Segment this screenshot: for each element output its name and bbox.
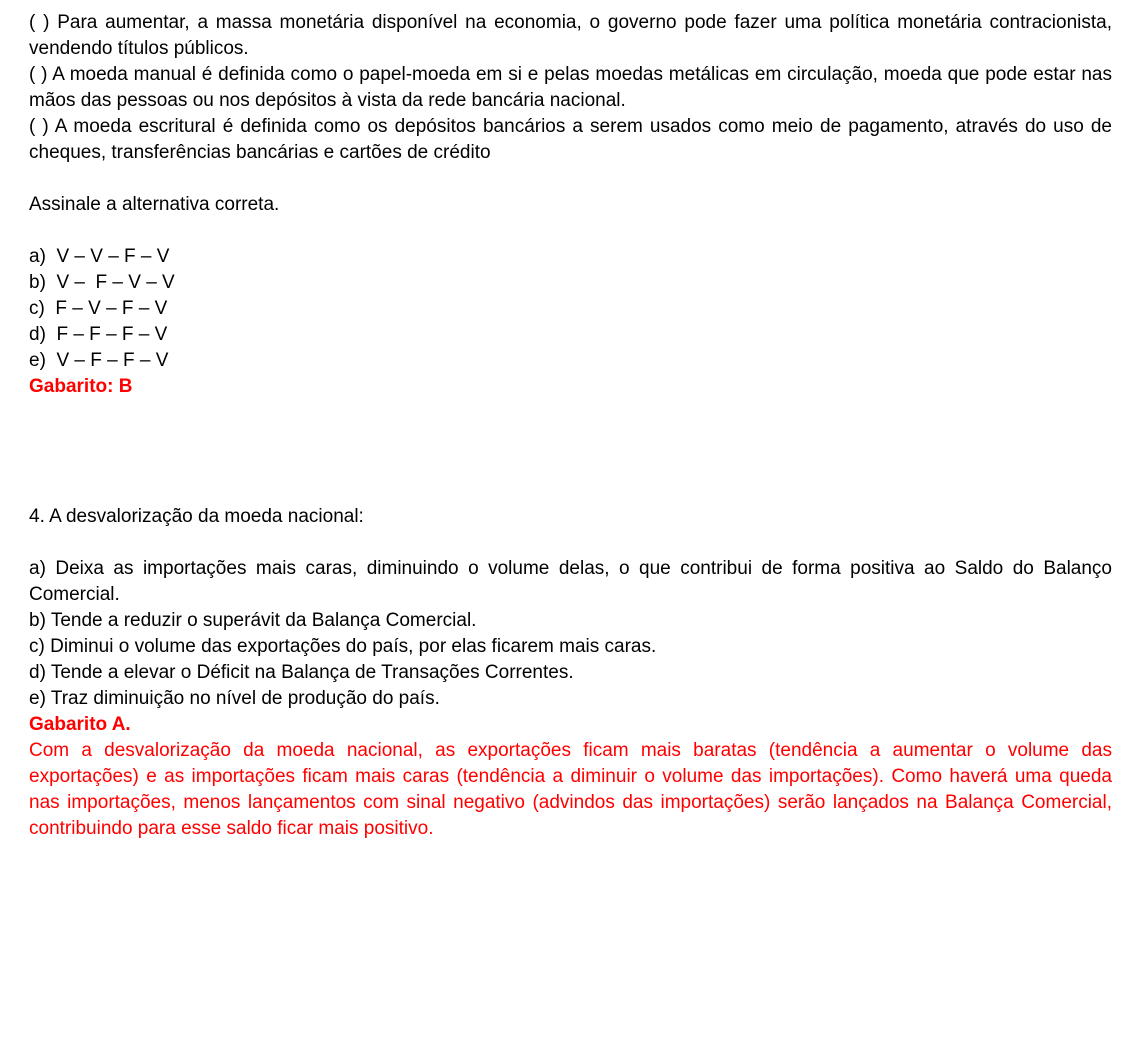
q4-option-d: d) Tende a elevar o Déficit na Balança de Transações Correntes. bbox=[29, 662, 574, 683]
q3-instruction: Assinale a alternativa correta. bbox=[29, 194, 280, 215]
q4-question: 4. A desvalorização da moeda nacional: bbox=[29, 506, 364, 527]
document-page bbox=[29, 10, 1112, 842]
q3-option-c: c) F – V – F – V bbox=[29, 298, 168, 319]
q4-option-b: b) Tende a reduzir o superávit da Balança Comercial. bbox=[29, 610, 477, 631]
q4-option-e: e) Traz diminuição no nível de produção do país. bbox=[29, 688, 440, 709]
statement-2: ( ) A moeda manual é definida como o papel-moeda em si e pelas moedas metálicas em circulação, moeda que pode estar nas mãos das pessoas ou nos depósitos à vista da rede bancária nacional. bbox=[29, 64, 1112, 111]
q4-explanation: Com a desvalorização da moeda nacional, as exportações ficam mais baratas (tendência a aumentar o volume das exportações) e as importações ficam mais caras (tendência a diminuir o volume das importações). Como haverá uma queda nas importações, menos lançamentos com sinal negativo (advindos das importações) serão lançados na Balança Comercial, contribuindo para esse saldo ficar mais positivo. bbox=[29, 740, 1112, 839]
q3-option-b: b) V – F – V – V bbox=[29, 272, 175, 293]
q3-option-a: a) V – V – F – V bbox=[29, 246, 170, 267]
q3-answer: Gabarito: B bbox=[29, 376, 133, 397]
q4-answer: Gabarito A. bbox=[29, 714, 131, 735]
q4-option-c: c) Diminui o volume das exportações do país, por elas ficarem mais caras. bbox=[29, 636, 657, 657]
statement-3: ( ) A moeda escritural é definida como os depósitos bancários a serem usados como meio de pagamento, através do uso de cheques, transferências bancárias e cartões de crédito bbox=[29, 116, 1112, 163]
q4-option-a: a) Deixa as importações mais caras, diminuindo o volume delas, o que contribui de forma positiva ao Saldo do Balanço Comercial. bbox=[29, 558, 1112, 605]
statement-1: ( ) Para aumentar, a massa monetária disponível na economia, o governo pode fazer uma política monetária contracionista, vendendo títulos públicos. bbox=[29, 12, 1112, 59]
q3-option-e: e) V – F – F – V bbox=[29, 350, 169, 371]
q3-option-d: d) F – F – F – V bbox=[29, 324, 168, 345]
